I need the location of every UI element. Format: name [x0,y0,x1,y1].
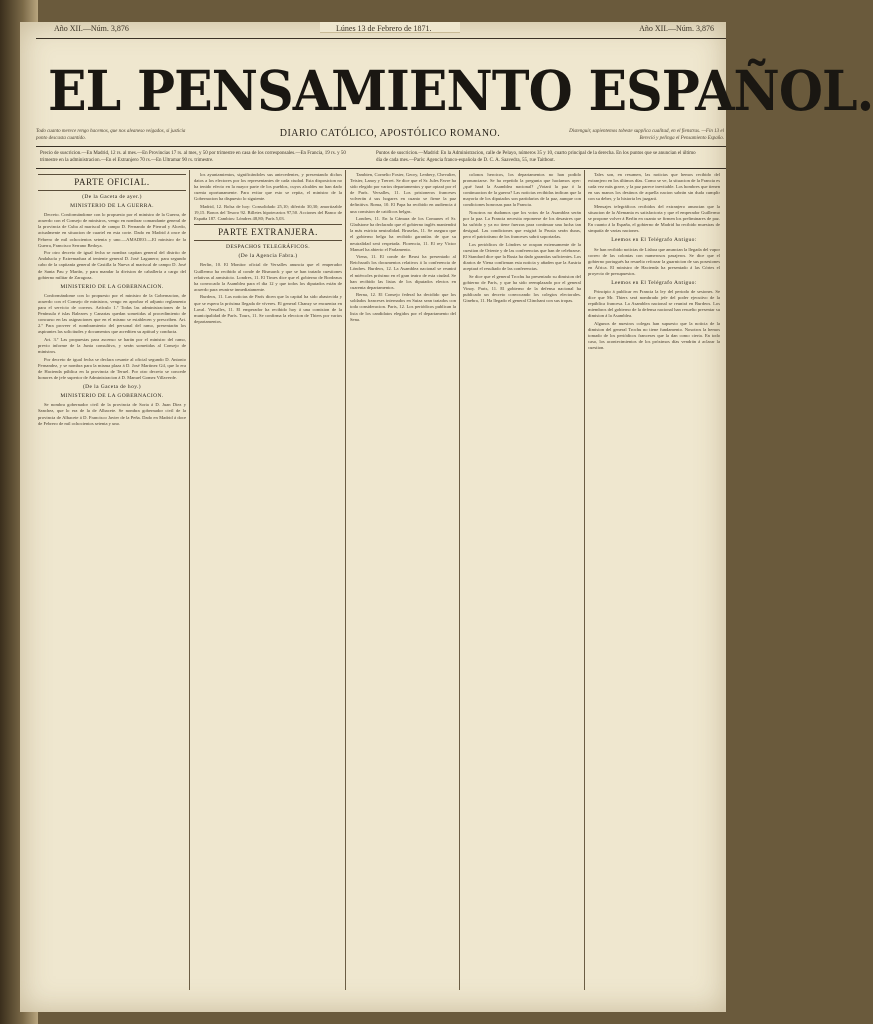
column-rule [189,170,190,990]
source-line: (De la Gaceta de hoy.) [82,384,142,391]
subscription-points: Puntos de suscricion.—Madrid: En la Administracion, calle de Pelayo, números 35 y 10, cuarto principal de la derecha. En los puntos que se anuncian el último día de cada mes.—París: Agencia franco-española de D. C. A. Saavedra, 55, rue Taitbout. [376,151,696,163]
motto-right: Distenguir, sapientemos tobeste supplica cualitad, en el fienstras. —Fin 13 el Bereció y pelinga el Pensamiento Españo. [569,129,724,141]
article-paragraph: Madrid, 12. Bolsa de hoy: Consolidado 25,10; diferido 30,30; amortizable 19,15. Bonos del Tesoro 92. Billetes hipotecarios 97,50. Acciones del Banco de España 187. Cambios: Lóndres 48,80; París 5,03. [194,203,342,222]
column-rule [345,170,346,990]
article-paragraph: Berna, 12. El Consejo federal ha decidido que los soldados franceses internados en Suiza sean tratados con toda consideracion. Paris, 12. Los periódicos publican la lista de los candidatos elegidos por el departamento del Sena. [350,292,456,322]
source-line: (De la Gaceta de ayer.) [82,194,142,200]
article-paragraph: los ayuntamientos, significándoles sus antecedentes, y presentando dichos datos a los electores por los representantes de cada ciudad. Esta disposicion no ha tenido efecto en la mayor parte de los pueblos, cuyos alcaldes no han dado cuenta oportunamente. Para evitar que esto se repita, el ministro de la Gobernacion ha dispuesto lo siguiente. [194,172,342,202]
article-paragraph: colonos heroicos, los departamentos no han podido pronunciarse. Se ha repetido la pregunta que hacíamos ayer: ¿qué hará la Asamblea nacional? ¿Votará la paz ó la continuacion de la guerra? Las noticias recibidas indican que la mayoría de los diputados son partidarios de la paz, aunque con condiciones honrosas para la Francia. [463,172,581,208]
issue-number-left: Año XII.—Núm. 3,876 [54,24,129,33]
article-paragraph: Se nombra gobernador civil de la provincia de Soria á D. Juan Diez y Sanchez, que lo era de la de Albacete. Se nombra gobernador civil de la provincia de Albacete á D. Francisco Javier de la Peña. Dado en Madrid á doce de Febrero de mil ochocientos setenta y uno. [38,402,186,426]
ministry-heading: MINISTERIO DE LA GUERRA. [70,203,154,210]
divider [36,146,726,147]
article-paragraph: Se dice que el general Trochu ha presentado su dimision del gobierno de París, y que ha sido reemplazado por el general Vinoy. Paris, 11. El gobierno de la defensa nacional ha publicado un decreto convocando los colegios electorales. Ginebra, 11. Ha llegado el general Clinchant con sus tropas. [463,274,581,304]
dispatch-heading: DESPACHOS TELEGRÁFICOS. [225,244,311,251]
article-paragraph: Algunos de nuestros colegas han supuesto que la noticia de la dimision del general Trochu no tiene fundamento. Nosotros la hemos tomado de los periódicos franceses que la dan como cierta. En todo caso, los acontecimientos de los próximos días vendrán á aclarar la cuestion. [588,321,720,351]
section-heading: PARTE OFICIAL. [38,174,186,191]
article-paragraph: Viena, 11. El conde de Beust ha presentado al Reichsrath los documentos relativos á la conferencia de Lóndres. Burdeos, 12. La Asamblea nacional se reunirá el miércoles próximo en el gran teatro de esta ciudad. Se han recibido las listas de los diputados electos en cuarenta departamentos. [350,254,456,290]
section-heading: PARTE EXTRANJERA. [194,224,342,241]
ministry-heading: MINISTERIO DE LA GOBERNACION. [60,283,164,290]
column-4 [463,172,581,992]
ministry-heading: MINISTERIO DE LA GOBERNACION. [60,393,164,400]
masthead-title: EL PENSAMIENTO ESPAÑOL. [48,58,873,123]
article-paragraph: Conformándome con lo propuesto por el ministro de la Gobernacion, de acuerdo con el Consejo de ministros, vengo en aprobar el adjunto reglamento para el servicio de correos. Artículo 1.º Todas las administraciones de la Península é islas Baleares y Canarias quedan sometidas al procedimiento de concurso en las asignaciones que en el mismo se establecen y prescriben. Art. 2.º Para proveer el nombramiento del personal del ramo, presentarán los aspirantes las solicitudes y documentos que acrediten su aptitud y conducta. [38,292,186,335]
divider [36,168,726,169]
column-rule [584,170,585,990]
source-line: (De la Agencia Fabra.) [238,253,298,260]
column-2 [194,172,342,992]
article-paragraph: Tales son, en resumen, las noticias que hemos recibido del extranjero en los últimos días. Como se ve, la situacion de la Francia es cada vez más grave, y la paz parece inevitable. Los hombres que tienen en sus manos los destinos de aquella nacion sabrán sin duda cumplir con su deber, y la historia les juzgará. [588,172,720,202]
issue-date: Lúnes 13 de Febrero de 1871. [336,24,432,33]
article-paragraph: Por decreto de igual fecha se declara cesante al oficial segundo D. Antonio Fernandez, y se nombra para la misma plaza á D. José Martinez Gil, que lo era de Hacienda pública en la provincia de Teruel. Por otro decreto se concede honores de jefe superior de Administracion á D. Manuel Gomez Villaverde. [38,356,186,381]
article-paragraph: Tambien, Cornelio Foster, Geory, Lenbery, Chevalier, Teisier, Lanoy y Trerret. Se dice que el Sr. Jules Favre ha sido elegido por varios departamentos y que optará por el de París. Versalles, 11. Los prisioneros franceses volverán á sus hogares en cuanto se firme la paz definitiva. Roma, 10. El Papa ha recibido en audiencia á una comision de católicos belgas. [350,172,456,214]
article-heading: Leemos en El Telégrafo Antiguo: [611,280,697,286]
column-1 [38,172,186,992]
column-5 [588,172,720,992]
article-paragraph: Londres, 11. En la Cámara de los Comunes el Sr. Gladstone ha declarado que el gobierno inglés mantendrá la más estricta neutralidad. Bruselas, 11. Se asegura que el gobierno belga ha recibido garantías de que su neutralidad será respetada. Florencia, 11. El rey Victor Manuel ha abierto el Parlamento. [350,216,456,252]
article-paragraph: Berlin, 10. El Monitor oficial de Versalles anuncia que el emperador Guillermo ha recibido al conde de Bismarck y que se han tratado cuestiones relativas al armisticio. Londres, 11. El Times dice que el gobierno de Bordeaux ha convocado la Asamblea para el dia 12 y que todos los diputados están de acuerdo para reunirse inmediatamente. [194,262,342,292]
masthead-subtitle: DIARIO CATÓLICO, APOSTÓLICO ROMANO. [279,128,501,139]
article-paragraph: Por otro decreto de igual fecha se nombra capitan general del distrito de Andalucía y Extremadura al teniente general D. José Lagunero; para segundo cabo de la capitanía general de Castilla la Nueva al mariscal de campo D. José de Santa Pau y Martín, y para mandar la division de caballería a cargo del gobierno militar de Zaragoza. [38,250,186,280]
column-3 [350,172,456,992]
article-heading: Leemos en El Telégrafo Antiguo: [611,237,697,244]
article-paragraph: Mensajes telegráficos recibidos del extranjero anuncian que la situacion de la Alemania es satisfactoria y que el emperador Guillermo se propone volver á Berlin en cuanto se firmen los preliminares de paz. En cuanto á la España, el gobierno de Madrid ha recibido muestras de simpatía de varias naciones. [588,203,720,234]
article-paragraph: Principio á publicar en Francia la ley del periodo de sesiones. Se dice que Mr. Thiers será nombrado jefe del poder ejecutivo de la república francesa. La Asamblea nacional se reunirá en Burdeos. Los miembros del gobierno de la defensa nacional han resuelto presentar su dimision á la Asamblea. [588,289,720,319]
column-rule [459,170,460,990]
article-paragraph: Los periódicos de Lóndres se ocupan extensamente de la cuestion de Oriente y de las conferencias que han de celebrarse. El Standard dice que la Rusia ha dado garantías suficientes. Los diarios de Viena confirman esta noticia y añaden que la Austria aceptará el resultado de las conferencias. [463,242,581,272]
article-paragraph: Nosotros no dudamos que los votos de la Asamblea serán por la paz. La Francia necesita reponerse de los desastres que ha sufrido y ya no tiene fuerzas para continuar una lucha tan desigual. Las condiciones que exigirá la Prusia serán duras, pero el patriotismo de los franceses sabrá soportarlas. [463,210,581,240]
subscription-prices: Precio de suscricion.—En Madrid, 12 rs. al mes.—En Provincias 17 rs. al mes, y 50 por trimestre en casa de los corresponsales.—En Francia, 19 rs. y 50 trimestre en la administracion.—En el Extranjero 70 rs.—En Ultramar 90 rs. trimestre. [40,151,346,163]
issue-number-right: Año XII.—Núm. 3,876 [639,24,714,33]
header-line [36,24,724,36]
article-paragraph: Art. 3.º Las propuestas para ascenso se harán por el ministro del ramo, previo informe de la Junta consultiva, y serán sometidas al Consejo de ministros. [38,336,186,355]
article-paragraph: Decreto. Conformándome con lo propuesto por el ministro de la Guerra, de acuerdo con el Consejo de ministros, vengo en nombrar comandante general de la provincia de Cuba al mariscal de campo D. Fernando de Pierrad y Alcedo, actualmente en situacion de cuartel en esta corte. Dado en Madrid á once de Febrero de mil ochocientos setenta y uno.—AMADEO.—El ministro de la Guerra, Francisco Serrano Bedoya. [38,212,186,248]
motto-left: Todo cuanto merece rengo hacemos, que nos aleaneso veigados, si justicia ponto descasta cuantido. [36,129,186,141]
article-paragraph: Burdeos, 11. Las noticias de París dicen que la capital ha sido abastecida y que se espera la próxima llegada de víveres. El general Chanzy se encuentra en Laval. Versalles, 11. El emperador ha recibido hoy á una comision de la municipalidad de París. Tours, 11. Se confirma la eleccion de Thiers por varios departamentos. [194,294,342,324]
article-paragraph: Se han recibido noticias de Lisboa que anuncian la llegada del vapor correo de las colonias con numerosos pasajeros. Se dice que el gobierno portugués ha resuelto reforzar la guarnicion de sus posesiones en África. El ministro de Hacienda ha presentado á las Córtes el proyecto de presupuestos. [588,246,720,276]
divider [36,38,726,39]
